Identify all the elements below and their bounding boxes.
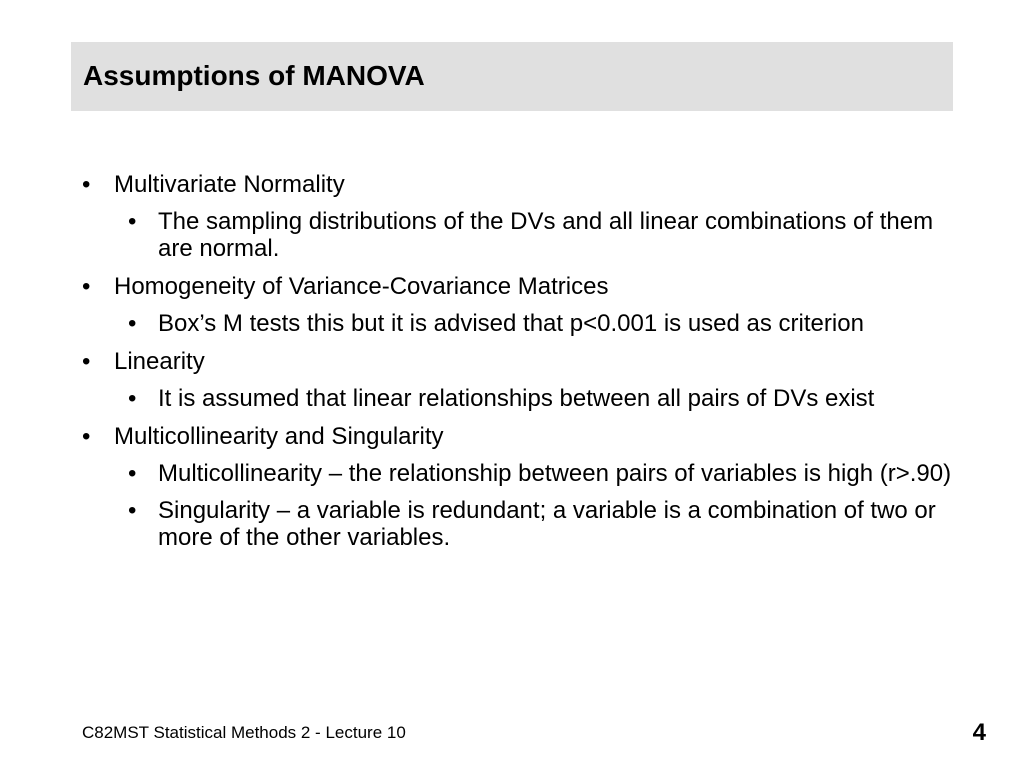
sub-bullet-text: It is assumed that linear relationships between all pairs of DVs exist (158, 385, 875, 412)
bullet-icon: • (128, 497, 137, 524)
page-number: 4 (972, 719, 986, 746)
title-bar (71, 42, 953, 111)
sub-bullet-item (82, 497, 952, 551)
bullet-item (82, 171, 952, 198)
sub-bullet-item (82, 208, 952, 262)
bullet-icon: • (128, 310, 137, 337)
bullet-item (82, 348, 952, 375)
bullet-icon: • (128, 460, 137, 487)
sub-bullet-item (82, 460, 952, 487)
sub-bullet-text: Box’s M tests this but it is advised that p<0.001 is used as criterion (158, 310, 864, 337)
bullet-text: Multicollinearity and Singularity (114, 423, 444, 450)
sub-bullet-text: The sampling distributions of the DVs and all linear combinations of them are normal. (158, 208, 934, 262)
bullet-icon: • (82, 423, 91, 450)
bullet-icon: • (82, 348, 91, 375)
bullet-text: Linearity (114, 348, 205, 375)
bullet-icon: • (82, 273, 91, 300)
bullet-icon: • (128, 385, 137, 412)
sub-bullet-item (82, 385, 952, 412)
sub-bullet-item (82, 310, 952, 337)
bullet-item (82, 423, 952, 450)
slide-content (82, 171, 952, 551)
bullet-icon: • (82, 171, 91, 198)
footer-text: C82MST Statistical Methods 2 - Lecture 10 (82, 723, 406, 742)
bullet-icon: • (128, 208, 137, 235)
bullet-text: Homogeneity of Variance-Covariance Matrices (114, 273, 609, 300)
bullet-text: Multivariate Normality (114, 171, 345, 198)
sub-bullet-text: Multicollinearity – the relationship between pairs of variables is high (r>.90) (158, 460, 952, 487)
bullet-item (82, 273, 952, 300)
sub-bullet-text: Singularity – a variable is redundant; a variable is a combination of two or more of the other variables. (158, 497, 936, 551)
slide-title: Assumptions of MANOVA (83, 60, 425, 91)
